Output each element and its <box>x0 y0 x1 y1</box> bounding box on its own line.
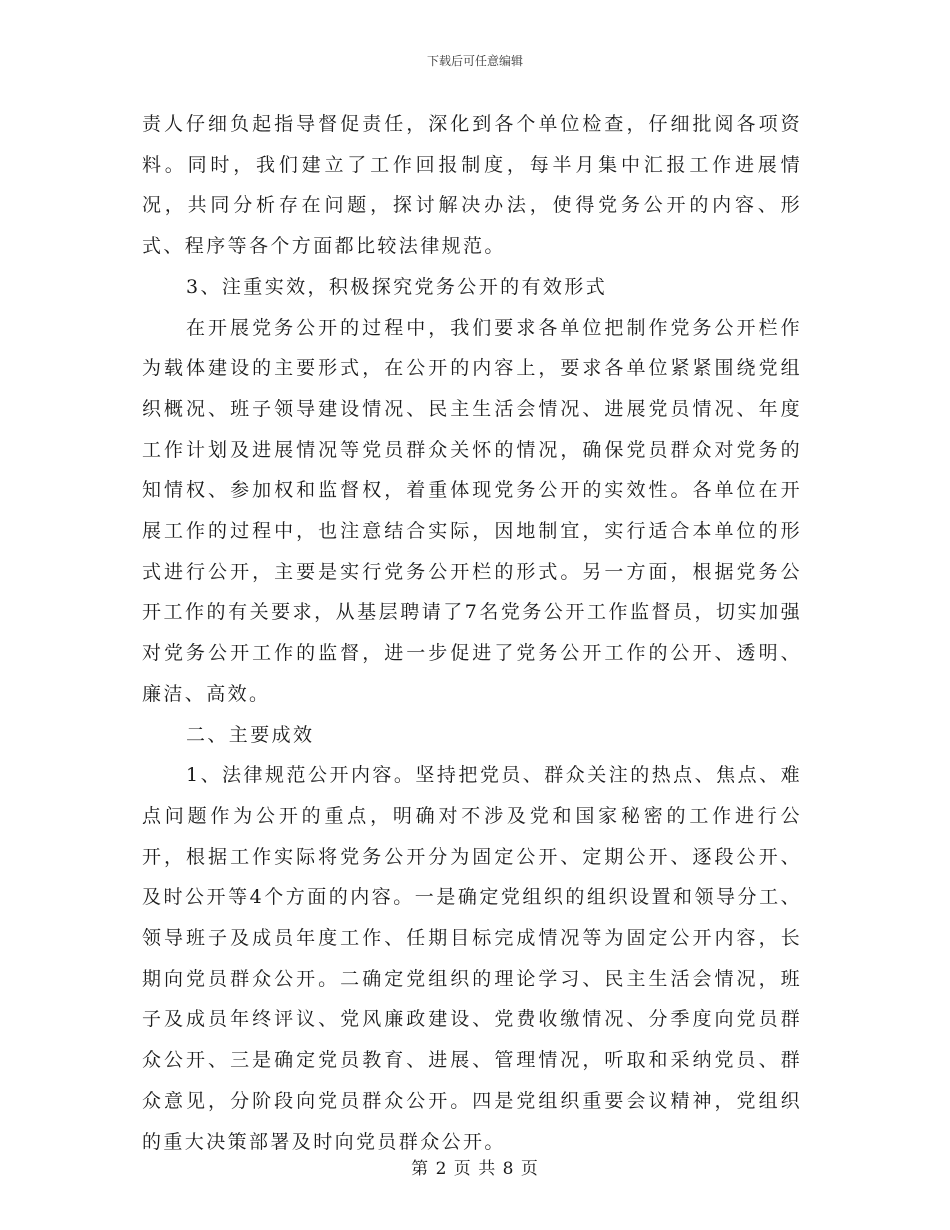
section-heading-3: 3、注重实效，积极探究党务公开的有效形式 <box>186 275 608 298</box>
paragraph-standardize-content: 1、法律规范公开内容。坚持把党员、群众关注的热点、焦点、难点问题作为公开的重点，明确对不涉及党和国家秘密的工作进行公开，根据工作实际将党务公开分为固定公开、定期公开、逐段公开、及时公开等4个方面的内容。一是确定党组织的组织设置和领导分工、领导班子及成员年度工作、任期目标完成情况等为固定公开内容，长期向党员群众公开。二确定党组织的理论学习、民主生活会情况，班子及成员年终评议、党风廉政建设、党费收缴情况、分季度向党员群众公开、三是确定党员教育、进展、管理情况，听取和采纳党员、群众意见，分阶段向党员群众公开。四是党组织重要会议精神，党组织的重大决策部署及时向党员群众公开。 <box>142 764 802 1153</box>
paragraph-continued: 责人仔细负起指导督促责任，深化到各个单位检查，仔细批阅各项资料。同时，我们建立了工作回报制度，每半月集中汇报工作进展情况，共同分析存在问题，探讨解决办法，使得党务公开的内容、形式、程序等各个方面都比较法律规范。 <box>142 113 802 258</box>
page-number: 第 2 页 共 8 页 <box>411 1159 539 1179</box>
section-heading-main-results: 二、主要成效 <box>186 723 315 746</box>
paragraph-publicity-forms: 在开展党务公开的过程中，我们要求各单位把制作党务公开栏作为载体建设的主要形式，在公开的内容上，要求各单位紧紧围绕党组织概况、班子领导建设情况、民主生活会情况、进展党员情况、年度工作计划及进展情况等党员群众关怀的情况，确保党员群众对党务的知情权、参加权和监督权，着重体现党务公开的实效性。各单位在开展工作的过程中，也注意结合实际，因地制宜，实行适合本单位的形式进行公开，主要是实行党务公开栏的形式。另一方面，根据党务公开工作的有关要求，从基层聘请了7名党务公开工作监督员，切实加强对党务公开工作的监督，进一步促进了党务公开工作的公开、透明、廉洁、高效。 <box>142 316 802 705</box>
page-header: 下载后可任意编辑 <box>426 54 523 68</box>
document-body <box>142 104 802 1162</box>
